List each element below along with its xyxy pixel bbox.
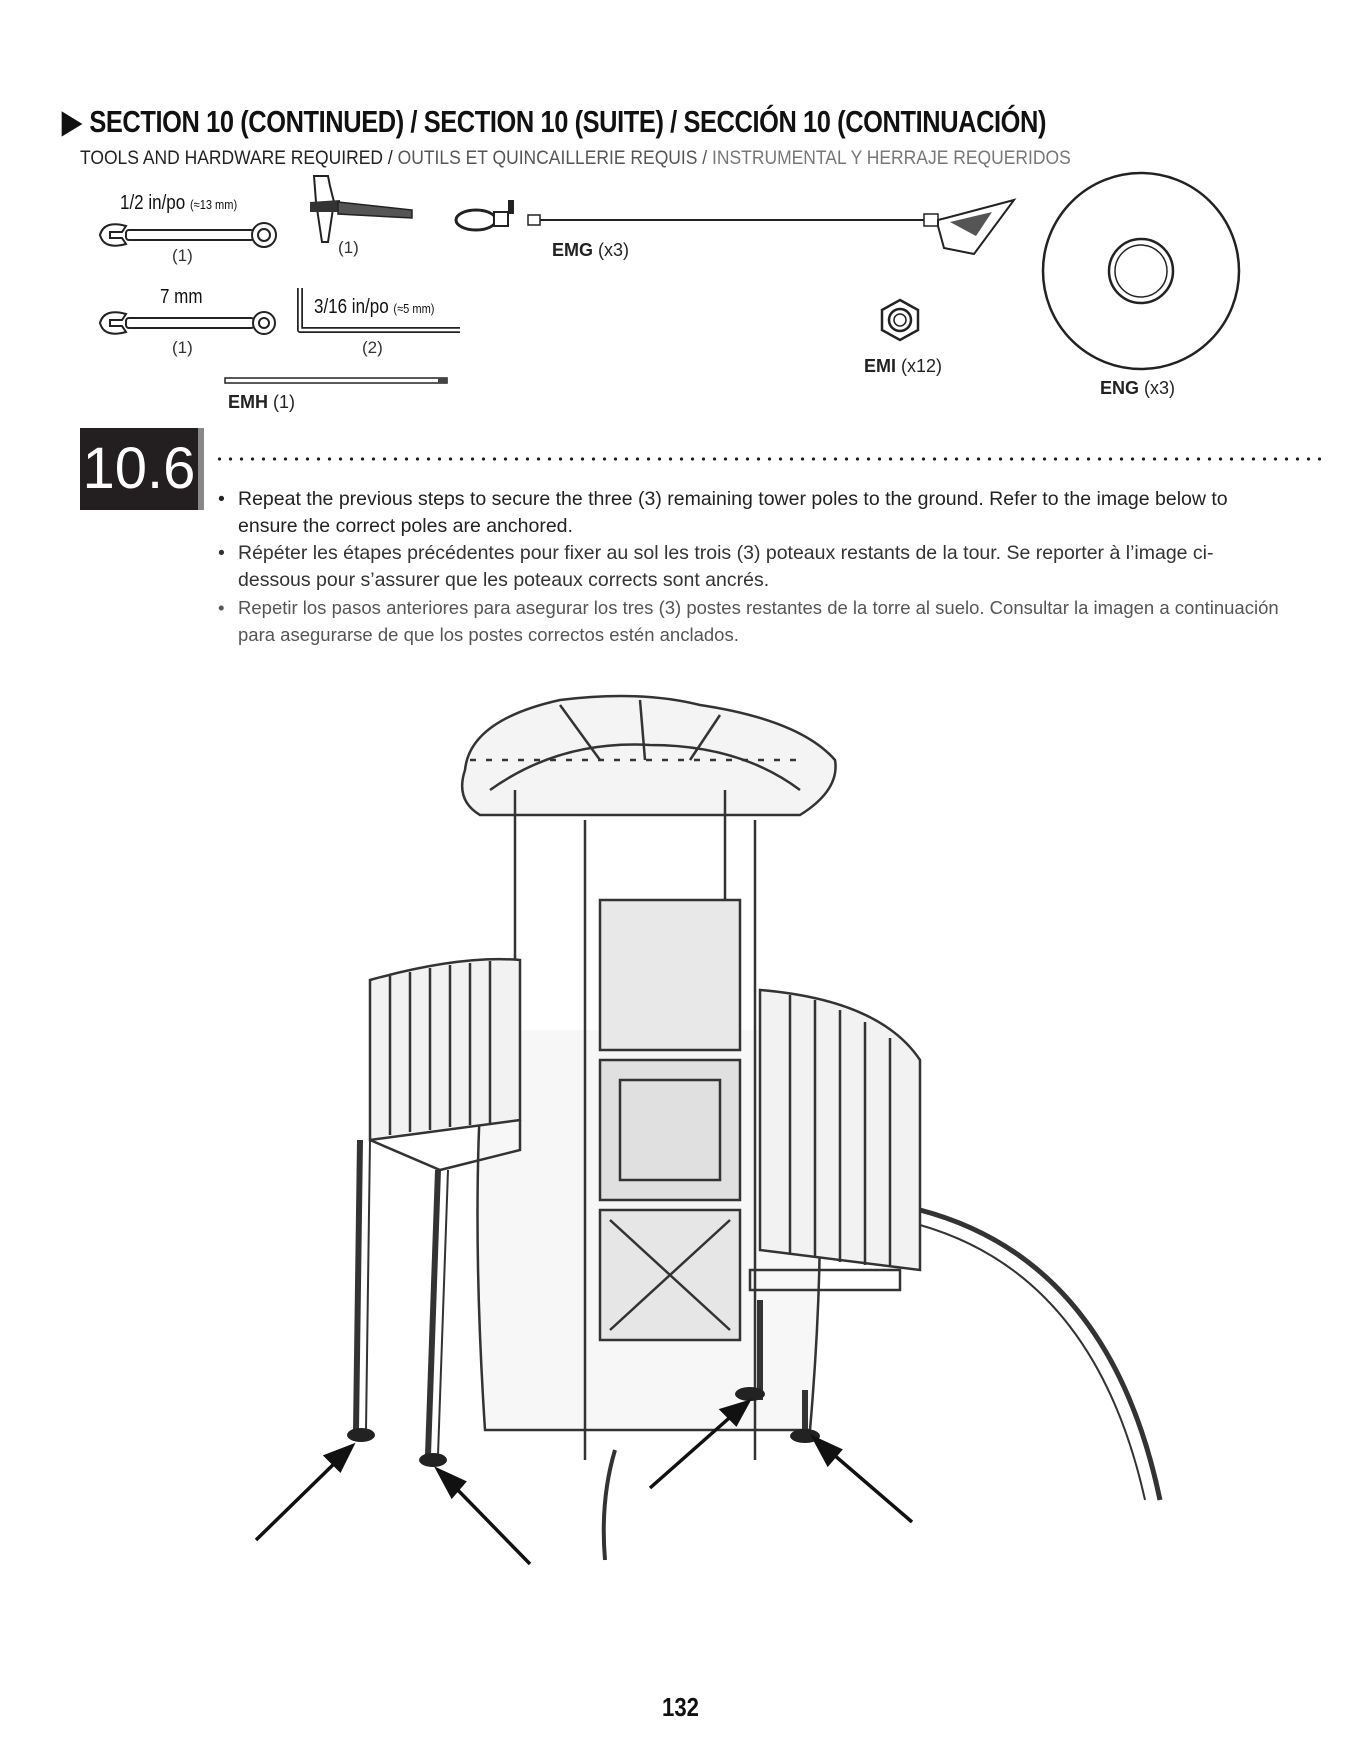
tools-heading-es: INSTRUMENTAL Y HERRAJE REQUERIDOS (712, 148, 1071, 169)
step-number-badge: 10.6 (80, 428, 204, 510)
eng-qty: (x3) (1144, 378, 1176, 398)
section-title-text: SECTION 10 (CONTINUED) / SECTION 10 (SUITE) / SECCIÓN 10 (CONTINUACIÓN) (89, 104, 1047, 139)
tools-heading-en: TOOLS AND HARDWARE REQUIRED / (80, 148, 398, 169)
instruction-es: • Repetir los pasos anteriores para asegurar los tres (3) postes restantes de la torre al suelo. Consultar la imagen a continuación para asegurarse de que los postes correctos estén anclados. (222, 594, 1282, 648)
page-number: 132 (662, 1692, 699, 1722)
hammer-qty: (1) (338, 238, 359, 257)
instruction-en: • Repeat the previous steps to secure the three (3) remaining tower poles to the ground. Refer to the image below to ensure the correct poles are anchored. (222, 486, 1282, 540)
wrench-half-qty: (1) (172, 246, 193, 265)
emh-code: EMH (228, 392, 268, 412)
tools-heading-fr: OUTILS ET QUINCAILLERIE REQUIS / (397, 148, 713, 169)
emi-code: EMI (864, 356, 897, 376)
hex-key-metric: (≈5 mm) (393, 301, 435, 316)
emh-qty: (1) (273, 392, 296, 412)
play-arrow-icon: ▶ (62, 104, 82, 139)
emg-qty: (x3) (598, 240, 630, 260)
emg-code: EMG (552, 240, 594, 260)
wrench-7mm-label: 7 mm (160, 286, 203, 308)
eng-code: ENG (1100, 378, 1140, 398)
hex-key-size: 3/16 in/po (314, 296, 389, 318)
wrench-half-metric: (≈13 mm) (189, 197, 238, 212)
wrench-half-size: 1/2 in/po (120, 192, 186, 214)
hex-key-qty: (2) (362, 338, 383, 357)
wrench-7mm-qty: (1) (172, 338, 193, 357)
emi-qty: (x12) (901, 356, 943, 376)
instruction-fr: • Répéter les étapes précédentes pour fixer au sol les trois (3) poteaux restants de la tour. Se reporter à l’image ci-dessous pour s’assurer que les poteaux corrects sont ancrés. (222, 540, 1282, 594)
